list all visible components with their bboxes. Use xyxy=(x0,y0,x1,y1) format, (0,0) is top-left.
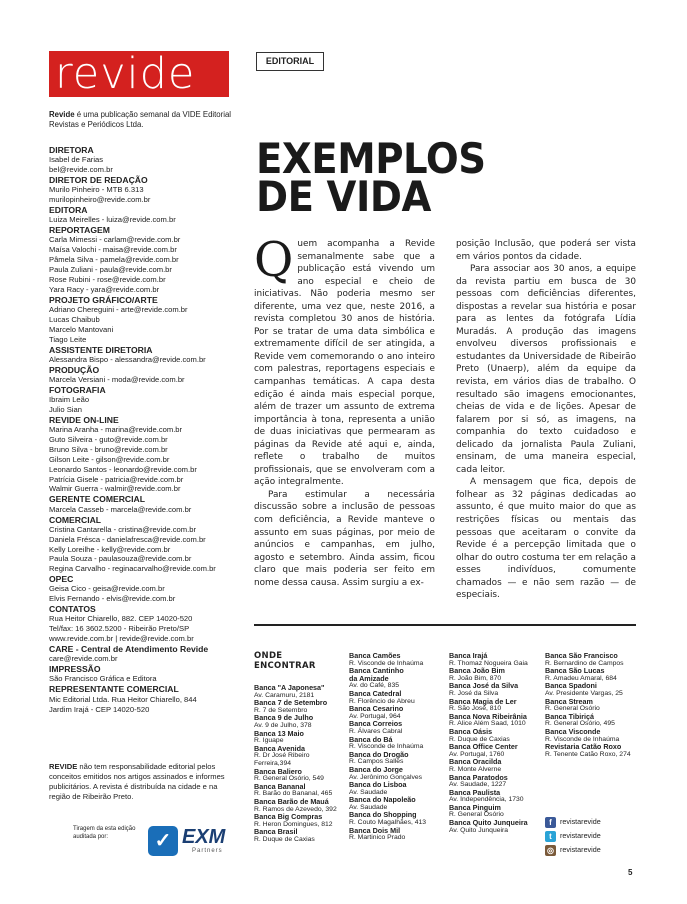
newsstand-name: Banca Baliero xyxy=(254,766,302,776)
intro-text: é uma publicação semanal da VIDE Editorial Revistas e Periódicos Ltda. xyxy=(49,110,232,129)
article-column-1 xyxy=(254,232,435,589)
newsstand-address: Av. Quito Junqueira xyxy=(449,826,509,834)
newsstand-column-4 xyxy=(545,652,641,758)
newsstand-name: Banca do Drogão xyxy=(349,749,409,759)
staff-line: Carla Mimessi - carlam@revide.com.br xyxy=(49,235,181,245)
newsstand-name: Banca Cesarino xyxy=(349,704,404,714)
newsstand-address: R. Iguape xyxy=(254,737,284,745)
newsstand-name: Banca 13 Maio xyxy=(254,728,304,738)
newsstand-name: Banca Paulista xyxy=(449,787,501,797)
disclaimer-text: não tem responsabilidade editorial pelos conceitos emitidos nos artigos assinados e informes publicitários. A revista é distribuída na cidade e na região de Ribeirão Preto. xyxy=(49,762,225,801)
staff-line: Rose Rubini - rose@revide.com.br xyxy=(49,274,166,284)
staff-line: Isabel de Farias xyxy=(49,155,104,165)
exm-logo-subtext: Partners xyxy=(192,848,223,854)
newsstand-address: R. 7 de Setembro xyxy=(254,706,308,714)
staff-line: Luiza Meirelles - luiza@revide.com.br xyxy=(49,215,176,225)
staff-line: Guto Silveira - guto@revide.com.br xyxy=(49,434,168,444)
newsstand-name: Banca do Lisboa xyxy=(349,780,407,790)
newsstand-name: Banca Oracilda xyxy=(449,757,502,767)
staff-section-title: REPRESENTANTE COMERCIAL xyxy=(49,684,179,695)
staff-line: Adriano Chereguini - arte@revide.com.br xyxy=(49,304,188,314)
social-links xyxy=(545,815,637,857)
staff-line: Paula Souza - paulasouza@revide.com.br xyxy=(49,554,192,564)
social-handle: revistarevide xyxy=(560,831,601,840)
staff-section-title: FOTOGRAFIA xyxy=(49,384,106,395)
staff-line: Lucas Chaibub xyxy=(49,314,100,324)
staff-line: Walmir Guerra - walmir@revide.com.br xyxy=(49,484,181,494)
newsstand-address: R. Amadeu Amaral, 684 xyxy=(545,674,617,682)
staff-line: Gilson Leite - gilson@revide.com.br xyxy=(49,454,170,464)
instagram-icon: ◎ xyxy=(545,845,556,856)
staff-line: Paula Zuliani - paula@revide.com.br xyxy=(49,265,172,275)
dropcap: Q xyxy=(254,232,294,288)
newsstand-name: Banca Tibiriçá xyxy=(545,711,595,721)
staff-section-title: IMPRESSÃO xyxy=(49,664,101,675)
newsstand-name: Banca 9 de Julho xyxy=(254,713,314,723)
newsstand-name: Banca José da Silva xyxy=(449,681,519,691)
newsstand-name: Banca do Shopping xyxy=(349,810,417,820)
disclaimer xyxy=(49,762,239,802)
checkmark-icon: ✓ xyxy=(148,826,178,856)
facebook-icon: f xyxy=(545,817,556,828)
staff-line: Rua Heitor Chiarello, 882. CEP 14020-520 xyxy=(49,614,193,624)
newsstand-address: Av. Presidente Vargas, 25 xyxy=(545,689,623,697)
masthead-staff-list xyxy=(49,145,241,714)
staff-section-title: PRODUÇÃO xyxy=(49,364,100,375)
article-paragraph: Para estimular a necessária discussão sobre a inclusão de pessoas com deficiência, a Revide manteve o assunto em suas páginas, por meio de anúncios e campanhas, em julho, agosto e setembro. Ainda assim, ficou claro que mais poderia ser feito em nome dessa causa. Assim surgiu a ex- xyxy=(254,489,435,588)
staff-line: Marcela Versiani - moda@revide.com.br xyxy=(49,374,185,384)
staff-line: Tel/fax: 16 3602.5200 - Ribeirão Preto/SP xyxy=(49,624,190,634)
staff-line: Marcela Casseb - marcela@revide.com.br xyxy=(49,504,192,514)
staff-line: Maísa Valochi - maisa@revide.com.br xyxy=(49,245,177,255)
staff-line: care@revide.com.br xyxy=(49,654,118,664)
newsstand-name: Banca Avenida xyxy=(254,743,305,753)
headline-line-2: DE VIDA xyxy=(256,172,431,221)
staff-line: Mic Editorial Ltda. Rua Heitor Chiarello, 844 xyxy=(49,694,197,704)
newsstand-name: da Amizade xyxy=(349,673,389,683)
article-paragraph: Quem acompanha a Revide semanalmente sabe que a publicação está vivendo um ano especial e cheio de iniciativas. Não poderia mesmo ser diferente, uma vez que, neste 2016, a revista completou 30 anos de história. Por se tratar de uma data simbólica e extremamente difícil de ser atingida, a Revide vem comemorando o ano inteiro com palestras, reportagens especiais e campanhas temáticas. A capa desta edição é ainda mais especial porque, além de trazer um assunto de extrema importância à tona, representa a união de duas iniciativas que permearam as páginas da Revide até aqui e, ainda, reflete o trabalho de muitos profissionais, que se envolveram com a ação integralmente. xyxy=(254,232,435,488)
newsstand-name: Banca Camões xyxy=(349,651,401,660)
staff-line: Marcelo Mantovani xyxy=(49,324,114,334)
newsstand-address: Av. 9 de Julho, 378 xyxy=(254,721,312,729)
newsstand-name: Banca Bananal xyxy=(254,781,306,791)
exm-partners-logo xyxy=(148,826,230,856)
social-handle: revistarevide xyxy=(560,845,601,854)
newsstand-name: Banca Paratodos xyxy=(449,772,508,782)
staff-line: Bruno Silva - bruno@revide.com.br xyxy=(49,444,168,454)
staff-line: Elvis Fernando - elvis@revide.com.br xyxy=(49,594,176,604)
newsstand-name: Banca Catedral xyxy=(349,688,402,698)
newsstand-address: R. Campos Salles xyxy=(349,758,404,766)
newsstand-address: Av. Saudade, 1227 xyxy=(449,781,507,789)
newsstand-column-2 xyxy=(349,652,449,842)
newsstand-name: Banca Office Center xyxy=(449,742,518,752)
staff-section-title: REVIDE ON-LINE xyxy=(49,414,119,425)
newsstand-address: Av. Jerônimo Gonçalves xyxy=(349,773,423,781)
newsstand-name: Banca João Bim xyxy=(449,666,505,676)
newsstand-name: Banca Nova Ribeirânia xyxy=(449,711,527,721)
staff-section-title: REPORTAGEM xyxy=(49,225,110,236)
newsstand-column-1 xyxy=(254,652,349,843)
newsstand-address: R. Monte Alverne xyxy=(449,765,502,773)
newsstand-address: R. Álvares Cabral xyxy=(349,727,403,735)
staff-line: Pâmela Silva - pamela@revide.com.br xyxy=(49,255,179,265)
twitter-icon: t xyxy=(545,831,556,842)
social-handle: revistarevide xyxy=(560,817,601,826)
staff-line: Regina Carvalho - reginacarvalho@revide.com.br xyxy=(49,564,216,574)
headline-line-1: EXEMPLOS xyxy=(256,134,486,183)
newsstand-name: Banca do Jorge xyxy=(349,764,403,774)
staff-line: Daniela Frésca - danielafresca@revide.com.br xyxy=(49,534,206,544)
staff-line: Jardim Irajá - CEP 14020-520 xyxy=(49,704,150,714)
newsstand-name: Banca Irajá xyxy=(449,651,488,660)
newsstand-name: Banca Big Compras xyxy=(254,812,323,822)
audit-note: Tiragem da esta edição auditada por: xyxy=(73,826,136,840)
newsstand-address: Av. Portugal, 1760 xyxy=(449,750,505,758)
newsstand-address: R. General Osório, 495 xyxy=(545,720,615,728)
newsstand-address: R. São José, 810 xyxy=(449,705,502,713)
exm-logo-text: EXM xyxy=(182,826,226,848)
newsstand-address: Av. Caramuru, 2181 xyxy=(254,691,315,699)
social-link[interactable] xyxy=(545,829,637,843)
newsstand-address: R. Alice Além Saad, 1010 xyxy=(449,720,526,728)
newsstand-name: Banca 7 de Setembro xyxy=(254,698,328,708)
section-divider xyxy=(254,624,636,626)
staff-line: Leonardo Santos - leonardo@revide.com.br xyxy=(49,464,197,474)
newsstand-name: Banca Visconde xyxy=(545,726,601,736)
newsstand-name: Banca Magia de Ler xyxy=(449,696,517,706)
newsstand-name: Banca do Bá xyxy=(349,734,393,744)
disclaimer-brand: REVIDE xyxy=(49,762,78,771)
staff-line: Tiago Leite xyxy=(49,334,87,344)
newsstand-address: R. Couto Magalhães, 413 xyxy=(349,819,427,827)
newsstand-name: Banca Brasil xyxy=(254,827,298,837)
newsstand-address: R. General Osório, 549 xyxy=(254,775,324,783)
newsstand-name: Banca do Napoleão xyxy=(349,795,416,805)
page-number: 5 xyxy=(628,868,633,877)
staff-section-title: ASSISTENTE DIRETORIA xyxy=(49,344,153,355)
staff-line: bel@revide.com.br xyxy=(49,165,113,175)
newsstand-address: R. Duque de Caxias xyxy=(254,835,315,843)
headline xyxy=(256,134,606,221)
newsstand-name: Banca Pinguim xyxy=(449,802,501,812)
newsstand-address: Av. do Café, 835 xyxy=(349,682,400,690)
article-paragraph: posição Inclusão, que poderá ser vista em vários pontos da cidade. xyxy=(456,239,636,262)
newsstand-address: Av. Saudade xyxy=(349,788,388,796)
staff-section-title: DIRETORA xyxy=(49,145,94,155)
newsstand-address: R. Florêncio de Abreu xyxy=(349,697,415,705)
staff-line: Geisa Cico - geisa@revide.com.br xyxy=(49,584,165,594)
newsstand-address: Ferreira,394 xyxy=(254,759,292,767)
newsstand-address: R. Visconde de Inhaúma xyxy=(545,735,620,743)
newsstand-address: R. João Bim, 870 xyxy=(449,674,502,682)
staff-line: Marina Aranha - marina@revide.com.br xyxy=(49,425,183,435)
newsstand-column-3 xyxy=(449,652,545,834)
staff-line: murilopinheiro@revide.com.br xyxy=(49,195,151,205)
article-paragraph: Para associar aos 30 anos, a equipe da revista partiu em busca de 30 pessoas com deficiências diferentes, dispostas a revelar sua história e posar para as lentes da fotógrafa Lídia Muradás. A produção das imagens envolveu diversos profissionais e estudantes da Universidade de Ribeirão Preto (Unaerp), além da equipe da revista, em vários dias de trabalho. O resultado são imagens emocionantes, cheias de vida e de lições. Apesar de falarem por si só, as imagens, na companhia do texto cuidadoso e delicado da jornalista Paula Zuliani, ensinam, de uma maneira especial, cada leitor. xyxy=(456,264,636,475)
staff-section-title: CONTATOS xyxy=(49,604,96,615)
newsstand-address: R. Heron Domingues, 812 xyxy=(254,820,333,828)
newsstand-address: R. Thomaz Nogueira Gaia xyxy=(449,659,528,667)
staff-line: São Francisco Gráfica e Editora xyxy=(49,674,157,684)
staff-section-title: GERENTE COMERCIAL xyxy=(49,494,145,505)
newsstand-name: Banca São Lucas xyxy=(545,666,605,676)
newsstand-name: Banca Correios xyxy=(349,719,403,729)
newsstand-address: R. Visconde de Inhaúma xyxy=(349,743,424,751)
revide-logo: revide xyxy=(49,51,229,97)
newsstand-address: Av. Portugal, 964 xyxy=(349,712,401,720)
article-paragraph: A mensagem que fica, depois de folhear as 32 páginas dedicadas ao assunto, é que muito maior do que as restrições físicas ou mentais das pessoas que aceitaram o convite da Revide é a percepção limitada que o olhar do outro costuma ter em relação a esses indivíduos, comumente chamados — e não sem razão — de especiais. xyxy=(456,477,636,601)
newsstand-name: Banca São Francisco xyxy=(545,651,618,660)
newsstand-address: R. Dr José Ribeiro xyxy=(254,752,310,760)
newsstand-address: R. Duque de Caxias xyxy=(449,735,510,743)
staff-line: Alessandra Bispo - alessandra@revide.com.br xyxy=(49,354,206,364)
staff-line: www.revide.com.br | revide@revide.com.br xyxy=(49,634,194,644)
newsstand-name: Banca Spadoni xyxy=(545,681,597,691)
where-to-find-heading: ONDE ENCONTRAR xyxy=(254,651,316,671)
staff-line: Cristina Cantarella - cristina@revide.com.br xyxy=(49,524,196,534)
newsstand-name: Banca Dois Mil xyxy=(349,825,401,835)
staff-line: Patrícia Gisele - patricia@revide.com.br xyxy=(49,474,184,484)
newsstand-name: Banca Cantinho xyxy=(349,666,404,676)
newsstand-name: Banca Barão de Mauá xyxy=(254,796,329,806)
newsstand-address: R. Ramos de Azevedo, 392 xyxy=(254,805,337,813)
publication-intro xyxy=(49,110,239,130)
newsstand-address: R. Barão do Bananal, 465 xyxy=(254,790,333,798)
staff-section-title: PROJETO GRÁFICO/ARTE xyxy=(49,294,158,305)
newsstand-address: R. Martinico Prado xyxy=(349,834,406,842)
social-link[interactable] xyxy=(545,815,637,829)
newsstand-name: Banca Quito Junqueira xyxy=(449,818,528,828)
staff-line: Ibraim Leão xyxy=(49,395,90,405)
staff-line: Kelly Loreilhe - kelly@revide.com.br xyxy=(49,544,171,554)
newsstand-address: R. Visconde de Inhaúma xyxy=(349,659,424,667)
staff-section-title: COMERCIAL xyxy=(49,514,102,525)
newsstand-address: R. General Osório xyxy=(449,811,504,819)
staff-section-title: OPEC xyxy=(49,574,74,585)
article-column-2 xyxy=(456,238,636,602)
newsstand-address: R. Bernardino de Campos xyxy=(545,659,624,667)
staff-line: Murilo Pinheiro - MTB 6.313 xyxy=(49,185,144,195)
section-tag: EDITORIAL xyxy=(256,52,324,71)
newsstand-address: R. General Osório xyxy=(545,705,600,713)
newsstand-address: R. Tenente Catão Roxo, 274 xyxy=(545,750,631,758)
staff-line: Yara Racy - yara@revide.com.br xyxy=(49,284,160,294)
intro-brand: Revide xyxy=(49,110,75,119)
staff-section-title: CARE - Central de Atendimento Revide xyxy=(49,644,209,655)
newsstand-address: R. José da Silva xyxy=(449,689,499,697)
staff-section-title: EDITORA xyxy=(49,205,88,216)
newsstand-name: Banca "A Japonesa" xyxy=(254,683,325,692)
newsstand-address: Av. Saudade xyxy=(349,803,388,811)
newsstand-name: Revistaria Catão Roxo xyxy=(545,742,622,752)
social-link[interactable] xyxy=(545,843,637,857)
newsstand-name: Banca Stream xyxy=(545,696,593,706)
newsstand-name: Banca Oásis xyxy=(449,726,493,736)
staff-section-title: DIRETOR DE REDAÇÃO xyxy=(49,175,148,186)
staff-line: Julio Sian xyxy=(49,404,82,414)
newsstand-address: Av. Independência, 1730 xyxy=(449,796,524,804)
